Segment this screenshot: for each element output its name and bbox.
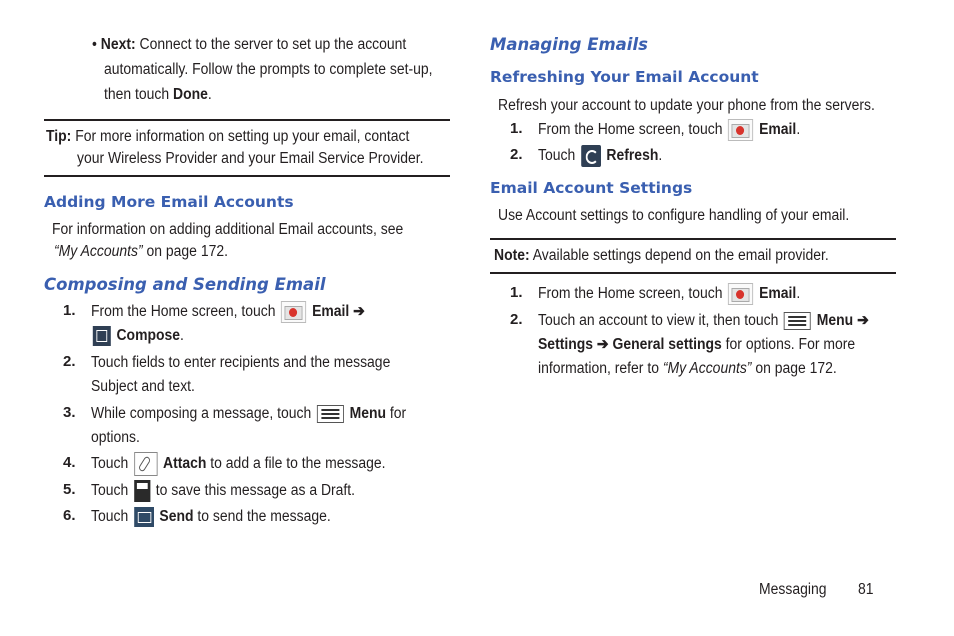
attach-label: Attach bbox=[163, 455, 207, 473]
menu-label: Menu bbox=[349, 405, 387, 422]
compose-step-4-num: 4. bbox=[63, 454, 76, 471]
settings-step-2-line2 bbox=[538, 333, 855, 357]
composing-heading: Composing and Sending Email bbox=[44, 275, 326, 294]
email-label: Email ➔ bbox=[312, 303, 365, 320]
note-line bbox=[494, 244, 829, 268]
compose-icon bbox=[93, 326, 111, 346]
tip-text-2: your Wireless Provider and your Email Service Provider. bbox=[77, 150, 424, 167]
refresh-step-2-line1 bbox=[538, 144, 662, 168]
compose-step-3-num: 3. bbox=[63, 404, 76, 421]
compose-step-5-num: 5. bbox=[63, 481, 76, 498]
send-label: Send bbox=[159, 508, 194, 525]
refresh-step-2-post: . bbox=[658, 147, 663, 164]
adding-text-2-post: on page 172. bbox=[142, 243, 228, 260]
compose-step-4-post: to add a file to the message. bbox=[206, 455, 386, 473]
settings-intro: Use Account settings to configure handling of your email. bbox=[498, 207, 850, 224]
footer-page-number: 81 bbox=[858, 581, 874, 598]
compose-step-6-num: 6. bbox=[63, 507, 76, 524]
email-label: Email bbox=[759, 285, 797, 302]
settings-heading: Email Account Settings bbox=[490, 179, 693, 197]
compose-step-1-pre: From the Home screen, touch bbox=[91, 303, 276, 320]
adding-text-2 bbox=[54, 240, 228, 264]
compose-step-3-post: for bbox=[386, 405, 407, 422]
tip-line1 bbox=[46, 125, 409, 149]
compose-step-5-line1 bbox=[91, 479, 355, 503]
next-text-3-post: . bbox=[207, 86, 212, 103]
compose-step-6-pre: Touch bbox=[91, 508, 129, 525]
menu-label: Menu ➔ bbox=[816, 312, 869, 329]
refresh-step-1-line1 bbox=[538, 118, 800, 142]
compose-step-5-pre: Touch bbox=[91, 482, 129, 499]
note-label: Note: bbox=[494, 247, 530, 264]
my-accounts-link[interactable]: “My Accounts” bbox=[54, 243, 143, 260]
refresh-step-1-pre: From the Home screen, touch bbox=[538, 121, 723, 138]
compose-step-3-line2: options. bbox=[91, 429, 140, 446]
compose-step-4-pre: Touch bbox=[91, 455, 129, 473]
refresh-step-1-post: . bbox=[796, 121, 801, 138]
refreshing-heading: Refreshing Your Email Account bbox=[490, 68, 759, 86]
settings-step-2-pre: Touch an account to view it, then touch bbox=[538, 312, 779, 329]
compose-step-4-line1 bbox=[91, 452, 386, 476]
menu-icon bbox=[784, 312, 811, 330]
note-rule-top bbox=[490, 238, 896, 240]
settings-step-2-num: 2. bbox=[510, 311, 523, 328]
refresh-step-1-num: 1. bbox=[510, 120, 523, 137]
settings-step-2-line3 bbox=[538, 357, 837, 381]
compose-step-3-pre: While composing a message, touch bbox=[91, 405, 312, 422]
compose-label: Compose bbox=[116, 327, 181, 344]
adding-text-1: For information on adding additional Email accounts, see bbox=[52, 221, 404, 238]
next-text-2: automatically. Follow the prompts to complete set-up, bbox=[104, 61, 433, 78]
tip-text-1: For more information on setting up your email, contact bbox=[75, 128, 410, 145]
note-rule-bottom bbox=[490, 272, 896, 274]
menu-icon bbox=[317, 405, 344, 423]
bullet: • bbox=[92, 36, 97, 53]
refresh-step-2-pre: Touch bbox=[538, 147, 576, 164]
email-icon bbox=[728, 283, 753, 305]
compose-step-6-post: to send the message. bbox=[193, 508, 331, 525]
refresh-label: Refresh bbox=[606, 147, 659, 164]
next-label: Next: bbox=[100, 36, 136, 53]
refresh-icon bbox=[581, 145, 601, 167]
email-icon bbox=[281, 301, 306, 323]
tip-label: Tip: bbox=[46, 128, 72, 145]
compose-step-1-post: . bbox=[180, 327, 184, 344]
email-label: Email bbox=[759, 121, 797, 138]
my-accounts-link[interactable]: “My Accounts” bbox=[662, 360, 752, 377]
footer-section: Messaging bbox=[759, 581, 827, 598]
note-text: Available settings depend on the email provider. bbox=[532, 247, 829, 264]
adding-heading: Adding More Email Accounts bbox=[44, 193, 294, 211]
refresh-step-2-num: 2. bbox=[510, 146, 523, 163]
next-text-1: Connect to the server to set up the account bbox=[139, 36, 407, 53]
save-icon bbox=[134, 480, 150, 502]
compose-step-1-num: 1. bbox=[63, 302, 76, 319]
refreshing-intro: Refresh your account to update your phone from the servers. bbox=[498, 97, 875, 114]
settings-step-2-line1 bbox=[538, 309, 869, 333]
compose-step-1-line2 bbox=[91, 324, 184, 348]
settings-step-2-line2-post: for options. For more bbox=[721, 336, 856, 353]
tip-rule-top bbox=[44, 119, 450, 121]
settings-step-2-line3-pre: information, refer to bbox=[538, 360, 663, 377]
send-icon bbox=[134, 507, 154, 527]
next-text-3-pre: then touch bbox=[104, 86, 170, 103]
done-label: Done bbox=[173, 86, 208, 103]
email-icon bbox=[728, 119, 753, 141]
compose-step-5-post: to save this message as a Draft. bbox=[151, 482, 356, 499]
managing-heading: Managing Emails bbox=[490, 35, 648, 54]
compose-step-2-line2: Subject and text. bbox=[91, 378, 195, 395]
compose-step-6-line1 bbox=[91, 505, 331, 529]
settings-step-1-num: 1. bbox=[510, 284, 523, 301]
settings-step-2-line3-post: on page 172. bbox=[751, 360, 837, 377]
general-settings-label: Settings ➔ General settings bbox=[538, 336, 722, 353]
settings-step-1-line1 bbox=[538, 282, 800, 306]
compose-step-1-line1 bbox=[91, 300, 365, 324]
next-text-3 bbox=[104, 83, 212, 107]
settings-step-1-pre: From the Home screen, touch bbox=[538, 285, 723, 302]
settings-step-1-post: . bbox=[796, 285, 801, 302]
attach-icon bbox=[134, 452, 157, 476]
tip-rule-bottom bbox=[44, 175, 450, 177]
compose-step-2-line1: Touch fields to enter recipients and the message bbox=[91, 354, 391, 371]
compose-step-2-num: 2. bbox=[63, 353, 76, 370]
next-bullet-line1 bbox=[92, 33, 406, 57]
compose-step-3-line1 bbox=[91, 402, 406, 426]
